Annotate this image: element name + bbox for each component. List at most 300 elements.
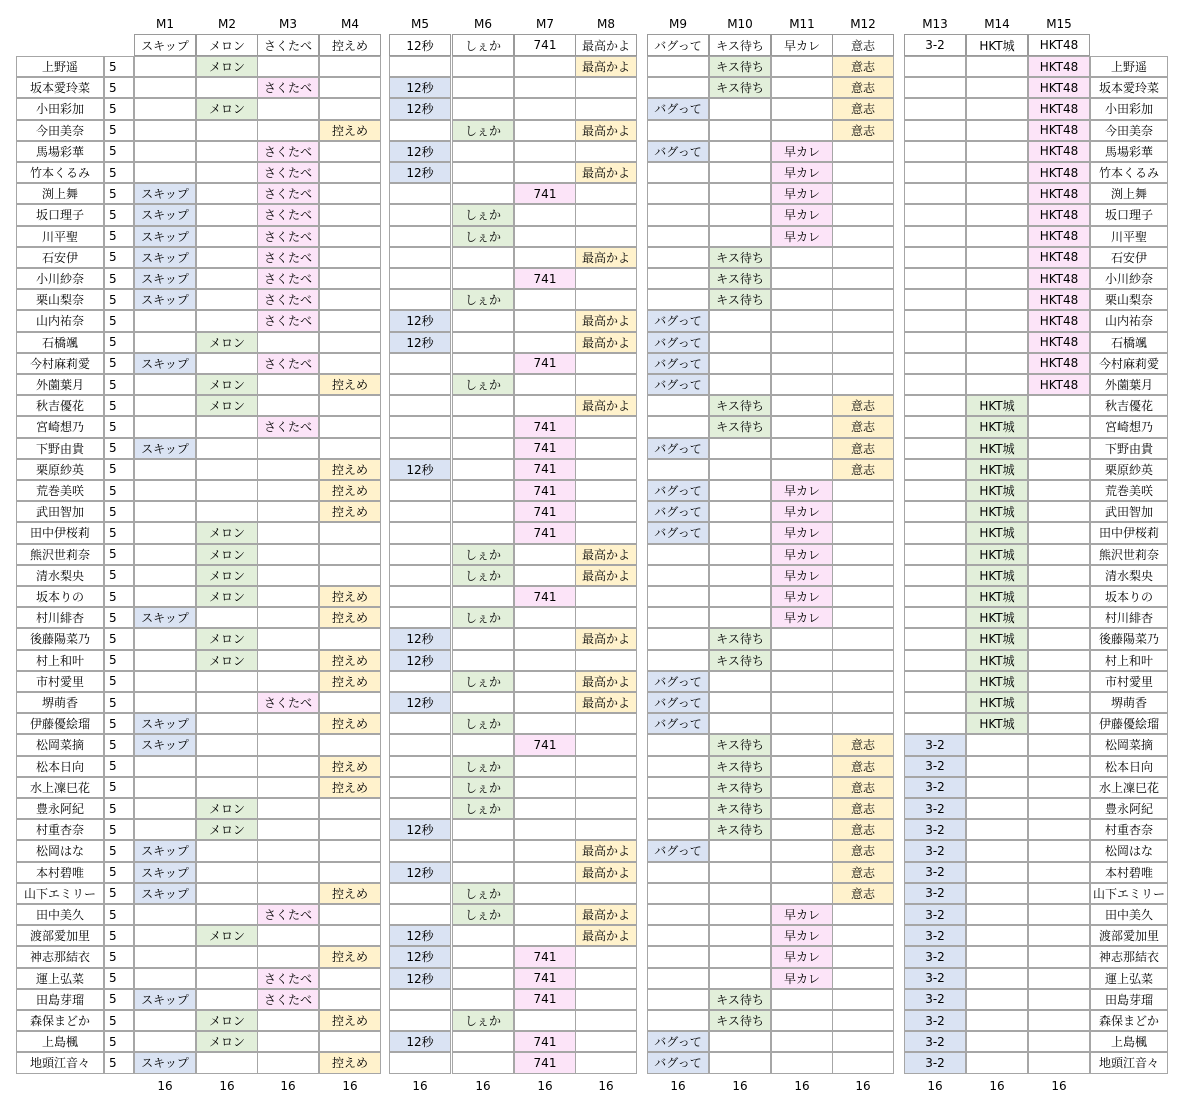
- member-song-count: 5: [104, 56, 134, 77]
- assignment-cell: 最高かよ: [575, 904, 637, 925]
- empty-cell: [709, 141, 771, 162]
- song-title-header: 控えめ: [319, 34, 381, 56]
- empty-cell: [771, 77, 833, 98]
- empty-cell: [709, 692, 771, 713]
- empty-cell: [389, 883, 451, 904]
- member-name-right: 熊沢世莉奈: [1090, 544, 1168, 565]
- empty-cell: [389, 1010, 451, 1031]
- empty-cell: [134, 98, 196, 119]
- member-name: 坂口理子: [16, 204, 104, 225]
- assignment-cell: キス待ち: [709, 77, 771, 98]
- assignment-cell: 控えめ: [319, 120, 381, 141]
- empty-cell: [771, 310, 833, 331]
- member-song-count: 5: [104, 607, 134, 628]
- member-name-right: 小田彩加: [1090, 98, 1168, 119]
- empty-cell: [134, 544, 196, 565]
- member-name-right: 清水梨央: [1090, 565, 1168, 586]
- empty-cell: [647, 204, 709, 225]
- assignment-cell: バグって: [647, 332, 709, 353]
- assignment-cell: 控えめ: [319, 946, 381, 967]
- assignment-cell: 最高かよ: [575, 671, 637, 692]
- empty-cell: [709, 671, 771, 692]
- empty-cell: [904, 565, 966, 586]
- empty-cell: [1028, 522, 1090, 543]
- song-title-header: 意志: [832, 34, 894, 56]
- empty-cell: [452, 416, 514, 437]
- empty-cell: [514, 332, 576, 353]
- member-name-right: 伊藤優絵瑠: [1090, 713, 1168, 734]
- member-song-count: 5: [104, 374, 134, 395]
- empty-cell: [1028, 586, 1090, 607]
- assignment-cell: 12秒: [389, 692, 451, 713]
- empty-cell: [1028, 1031, 1090, 1052]
- assignment-cell: キス待ち: [709, 734, 771, 755]
- empty-cell: [832, 353, 894, 374]
- assignment-cell: 早カレ: [771, 544, 833, 565]
- empty-cell: [832, 480, 894, 501]
- empty-cell: [319, 438, 381, 459]
- member-song-count: 5: [104, 247, 134, 268]
- empty-cell: [709, 501, 771, 522]
- assignment-cell: バグって: [647, 98, 709, 119]
- empty-cell: [134, 628, 196, 649]
- assignment-cell: メロン: [196, 565, 258, 586]
- assignment-cell: さくたべ: [257, 416, 319, 437]
- empty-cell: [514, 925, 576, 946]
- empty-cell: [134, 522, 196, 543]
- member-name: 清水梨央: [16, 565, 104, 586]
- empty-cell: [1028, 713, 1090, 734]
- empty-cell: [514, 671, 576, 692]
- empty-cell: [196, 268, 258, 289]
- empty-cell: [966, 289, 1028, 310]
- assignment-cell: 12秒: [389, 162, 451, 183]
- empty-cell: [257, 480, 319, 501]
- empty-cell: [514, 904, 576, 925]
- empty-cell: [1028, 565, 1090, 586]
- empty-cell: [1028, 480, 1090, 501]
- empty-cell: [319, 544, 381, 565]
- empty-cell: [966, 989, 1028, 1010]
- empty-cell: [709, 862, 771, 883]
- empty-cell: [904, 77, 966, 98]
- empty-cell: [647, 56, 709, 77]
- empty-cell: [134, 120, 196, 141]
- empty-cell: [832, 1052, 894, 1073]
- empty-cell: [257, 798, 319, 819]
- assignment-cell: HKT48: [1028, 268, 1090, 289]
- empty-cell: [196, 459, 258, 480]
- empty-cell: [904, 480, 966, 501]
- assignment-cell: 最高かよ: [575, 862, 637, 883]
- empty-cell: [771, 395, 833, 416]
- empty-cell: [514, 628, 576, 649]
- empty-cell: [196, 501, 258, 522]
- member-song-count: 5: [104, 840, 134, 861]
- member-name-right: 坂本愛玲菜: [1090, 77, 1168, 98]
- assignment-cell: 3-2: [904, 840, 966, 861]
- empty-cell: [134, 77, 196, 98]
- empty-cell: [134, 1031, 196, 1052]
- assignment-cell: メロン: [196, 98, 258, 119]
- member-name: 村重杏奈: [16, 819, 104, 840]
- member-song-count: 5: [104, 268, 134, 289]
- empty-cell: [389, 904, 451, 925]
- empty-cell: [389, 501, 451, 522]
- empty-cell: [257, 946, 319, 967]
- empty-cell: [832, 904, 894, 925]
- empty-cell: [196, 862, 258, 883]
- assignment-cell: 最高かよ: [575, 840, 637, 861]
- assignment-cell: HKT48: [1028, 226, 1090, 247]
- empty-cell: [1028, 459, 1090, 480]
- empty-cell: [257, 501, 319, 522]
- member-name: 堺萌香: [16, 692, 104, 713]
- empty-cell: [1028, 501, 1090, 522]
- empty-cell: [196, 840, 258, 861]
- empty-cell: [196, 183, 258, 204]
- empty-cell: [904, 607, 966, 628]
- assignment-cell: 741: [514, 989, 576, 1010]
- empty-cell: [452, 1031, 514, 1052]
- assignment-cell: 12秒: [389, 1031, 451, 1052]
- assignment-cell: キス待ち: [709, 268, 771, 289]
- empty-cell: [771, 628, 833, 649]
- assignment-cell: しぇか: [452, 1010, 514, 1031]
- member-name-right: 田中伊桜莉: [1090, 522, 1168, 543]
- empty-cell: [196, 1052, 258, 1073]
- member-name-right: 松岡菜摘: [1090, 734, 1168, 755]
- empty-cell: [647, 904, 709, 925]
- empty-cell: [832, 946, 894, 967]
- empty-cell: [575, 1031, 637, 1052]
- empty-cell: [514, 713, 576, 734]
- assignment-cell: 早カレ: [771, 904, 833, 925]
- empty-cell: [134, 565, 196, 586]
- empty-cell: [709, 565, 771, 586]
- assignment-cell: 意志: [832, 120, 894, 141]
- empty-cell: [832, 692, 894, 713]
- empty-cell: [389, 56, 451, 77]
- member-name-right: 栗原紗英: [1090, 459, 1168, 480]
- empty-cell: [575, 289, 637, 310]
- column-header: M13: [922, 17, 948, 31]
- member-name: 坂本りの: [16, 586, 104, 607]
- empty-cell: [196, 77, 258, 98]
- assignment-cell: スキップ: [134, 862, 196, 883]
- assignment-cell: しぇか: [452, 607, 514, 628]
- empty-cell: [904, 162, 966, 183]
- assignment-cell: HKT48: [1028, 353, 1090, 374]
- empty-cell: [647, 565, 709, 586]
- empty-cell: [257, 332, 319, 353]
- assignment-cell: 早カレ: [771, 226, 833, 247]
- empty-cell: [771, 56, 833, 77]
- column-total: 16: [732, 1078, 748, 1093]
- assignment-cell: 741: [514, 183, 576, 204]
- song-title-header: 早カレ: [771, 34, 833, 56]
- empty-cell: [647, 968, 709, 989]
- empty-cell: [904, 416, 966, 437]
- empty-cell: [966, 56, 1028, 77]
- member-name: 竹本くるみ: [16, 162, 104, 183]
- empty-cell: [257, 98, 319, 119]
- member-name: 松本日向: [16, 756, 104, 777]
- empty-cell: [966, 1031, 1028, 1052]
- empty-cell: [771, 332, 833, 353]
- empty-cell: [452, 819, 514, 840]
- member-name: 荒巻美咲: [16, 480, 104, 501]
- member-name: 上野遥: [16, 56, 104, 77]
- assignment-cell: 控えめ: [319, 650, 381, 671]
- empty-cell: [832, 204, 894, 225]
- empty-cell: [575, 946, 637, 967]
- assignment-cell: 控えめ: [319, 756, 381, 777]
- empty-cell: [647, 756, 709, 777]
- assignment-cell: バグって: [647, 480, 709, 501]
- column-header: M10: [727, 17, 753, 31]
- empty-cell: [575, 819, 637, 840]
- empty-cell: [575, 98, 637, 119]
- assignment-cell: HKT48: [1028, 183, 1090, 204]
- assignment-cell: 早カレ: [771, 501, 833, 522]
- column-total: 16: [927, 1078, 943, 1093]
- assignment-cell: スキップ: [134, 226, 196, 247]
- assignment-cell: しぇか: [452, 544, 514, 565]
- assignment-cell: キス待ち: [709, 819, 771, 840]
- member-name: 水上凜巳花: [16, 777, 104, 798]
- member-song-count: 5: [104, 692, 134, 713]
- empty-cell: [575, 607, 637, 628]
- empty-cell: [904, 310, 966, 331]
- empty-cell: [709, 522, 771, 543]
- empty-cell: [771, 798, 833, 819]
- member-name-right: 荒巻美咲: [1090, 480, 1168, 501]
- empty-cell: [319, 77, 381, 98]
- assignment-cell: キス待ち: [709, 756, 771, 777]
- empty-cell: [904, 459, 966, 480]
- assignment-cell: HKT城: [966, 692, 1028, 713]
- empty-cell: [196, 777, 258, 798]
- member-name: 市村愛里: [16, 671, 104, 692]
- member-song-count: 5: [104, 904, 134, 925]
- member-song-count: 5: [104, 734, 134, 755]
- empty-cell: [575, 968, 637, 989]
- empty-cell: [319, 289, 381, 310]
- empty-cell: [832, 544, 894, 565]
- assignment-cell: 控えめ: [319, 671, 381, 692]
- empty-cell: [575, 989, 637, 1010]
- assignment-cell: HKT城: [966, 395, 1028, 416]
- assignment-cell: 3-2: [904, 989, 966, 1010]
- empty-cell: [647, 798, 709, 819]
- assignment-cell: 3-2: [904, 1052, 966, 1073]
- empty-cell: [709, 459, 771, 480]
- assignment-cell: しぇか: [452, 777, 514, 798]
- empty-cell: [966, 77, 1028, 98]
- empty-cell: [904, 650, 966, 671]
- empty-cell: [771, 247, 833, 268]
- empty-cell: [647, 395, 709, 416]
- empty-cell: [832, 968, 894, 989]
- member-name: 武田智加: [16, 501, 104, 522]
- empty-cell: [1028, 798, 1090, 819]
- assignment-cell: 控えめ: [319, 713, 381, 734]
- empty-cell: [389, 989, 451, 1010]
- assignment-cell: 早カレ: [771, 565, 833, 586]
- empty-cell: [452, 332, 514, 353]
- empty-cell: [196, 204, 258, 225]
- empty-cell: [452, 628, 514, 649]
- empty-cell: [575, 141, 637, 162]
- member-name-right: 栗山梨奈: [1090, 289, 1168, 310]
- empty-cell: [575, 734, 637, 755]
- empty-cell: [771, 1031, 833, 1052]
- empty-cell: [319, 819, 381, 840]
- empty-cell: [1028, 671, 1090, 692]
- member-name: 秋吉優花: [16, 395, 104, 416]
- assignment-cell: HKT城: [966, 628, 1028, 649]
- assignment-cell: HKT城: [966, 480, 1028, 501]
- empty-cell: [134, 946, 196, 967]
- member-name-right: 坂本りの: [1090, 586, 1168, 607]
- empty-cell: [196, 946, 258, 967]
- empty-cell: [771, 289, 833, 310]
- assignment-cell: 最高かよ: [575, 692, 637, 713]
- assignment-cell: メロン: [196, 650, 258, 671]
- assignment-cell: スキップ: [134, 289, 196, 310]
- assignment-cell: 741: [514, 1052, 576, 1073]
- member-song-count: 5: [104, 862, 134, 883]
- member-song-count: 5: [104, 501, 134, 522]
- empty-cell: [319, 141, 381, 162]
- empty-cell: [832, 586, 894, 607]
- assignment-cell: HKT48: [1028, 204, 1090, 225]
- empty-cell: [389, 713, 451, 734]
- column-total: 16: [1051, 1078, 1067, 1093]
- assignment-cell: しぇか: [452, 713, 514, 734]
- member-name-right: 森保まどか: [1090, 1010, 1168, 1031]
- assignment-cell: 意志: [832, 883, 894, 904]
- assignment-cell: さくたべ: [257, 226, 319, 247]
- empty-cell: [514, 98, 576, 119]
- empty-cell: [904, 56, 966, 77]
- assignment-cell: 早カレ: [771, 480, 833, 501]
- column-header: M1: [156, 17, 174, 31]
- empty-cell: [832, 713, 894, 734]
- empty-cell: [257, 756, 319, 777]
- empty-cell: [966, 840, 1028, 861]
- assignment-cell: さくたべ: [257, 268, 319, 289]
- empty-cell: [647, 862, 709, 883]
- empty-cell: [1028, 925, 1090, 946]
- empty-cell: [196, 734, 258, 755]
- empty-cell: [389, 522, 451, 543]
- empty-cell: [452, 395, 514, 416]
- assignment-cell: 741: [514, 416, 576, 437]
- song-title-header: スキップ: [134, 34, 196, 56]
- empty-cell: [389, 204, 451, 225]
- empty-cell: [1028, 883, 1090, 904]
- assignment-cell: 12秒: [389, 332, 451, 353]
- empty-cell: [134, 671, 196, 692]
- assignment-cell: 早カレ: [771, 141, 833, 162]
- empty-cell: [904, 120, 966, 141]
- assignment-cell: バグって: [647, 374, 709, 395]
- empty-cell: [134, 374, 196, 395]
- empty-cell: [904, 141, 966, 162]
- empty-cell: [832, 650, 894, 671]
- member-name: 上島楓: [16, 1031, 104, 1052]
- assignment-cell: メロン: [196, 819, 258, 840]
- empty-cell: [647, 162, 709, 183]
- assignment-cell: HKT48: [1028, 310, 1090, 331]
- empty-cell: [257, 862, 319, 883]
- assignment-cell: メロン: [196, 1031, 258, 1052]
- empty-cell: [647, 183, 709, 204]
- member-name-right: 坂口理子: [1090, 204, 1168, 225]
- empty-cell: [1028, 777, 1090, 798]
- member-song-count: 5: [104, 586, 134, 607]
- assignment-cell: 控えめ: [319, 374, 381, 395]
- assignment-cell: スキップ: [134, 183, 196, 204]
- column-header: M4: [341, 17, 359, 31]
- empty-cell: [904, 671, 966, 692]
- song-title-header: バグって: [647, 34, 709, 56]
- member-name-right: 田中美久: [1090, 904, 1168, 925]
- empty-cell: [832, 628, 894, 649]
- member-name-right: 山下エミリー: [1090, 883, 1168, 904]
- assignment-cell: HKT48: [1028, 332, 1090, 353]
- assignment-cell: 早カレ: [771, 925, 833, 946]
- empty-cell: [514, 544, 576, 565]
- member-song-count: 5: [104, 544, 134, 565]
- empty-cell: [1028, 756, 1090, 777]
- empty-cell: [514, 310, 576, 331]
- empty-cell: [575, 756, 637, 777]
- empty-cell: [832, 247, 894, 268]
- assignment-cell: バグって: [647, 1052, 709, 1073]
- assignment-cell: キス待ち: [709, 777, 771, 798]
- member-name: 地頭江音々: [16, 1052, 104, 1073]
- member-name-right: 松本日向: [1090, 756, 1168, 777]
- empty-cell: [647, 120, 709, 141]
- assignment-cell: 意志: [832, 798, 894, 819]
- empty-cell: [452, 522, 514, 543]
- empty-cell: [709, 120, 771, 141]
- empty-cell: [709, 98, 771, 119]
- member-name-right: 川平聖: [1090, 226, 1168, 247]
- empty-cell: [319, 56, 381, 77]
- assignment-cell: メロン: [196, 544, 258, 565]
- empty-cell: [514, 56, 576, 77]
- empty-cell: [575, 183, 637, 204]
- empty-cell: [514, 247, 576, 268]
- empty-cell: [452, 141, 514, 162]
- empty-cell: [904, 226, 966, 247]
- member-name-right: 宮崎想乃: [1090, 416, 1168, 437]
- empty-cell: [575, 883, 637, 904]
- empty-cell: [904, 183, 966, 204]
- assignment-cell: 3-2: [904, 1010, 966, 1031]
- member-song-count: 5: [104, 416, 134, 437]
- assignment-cell: HKT48: [1028, 247, 1090, 268]
- assignment-cell: しぇか: [452, 289, 514, 310]
- empty-cell: [514, 77, 576, 98]
- empty-cell: [134, 925, 196, 946]
- empty-cell: [709, 183, 771, 204]
- member-song-count: 5: [104, 77, 134, 98]
